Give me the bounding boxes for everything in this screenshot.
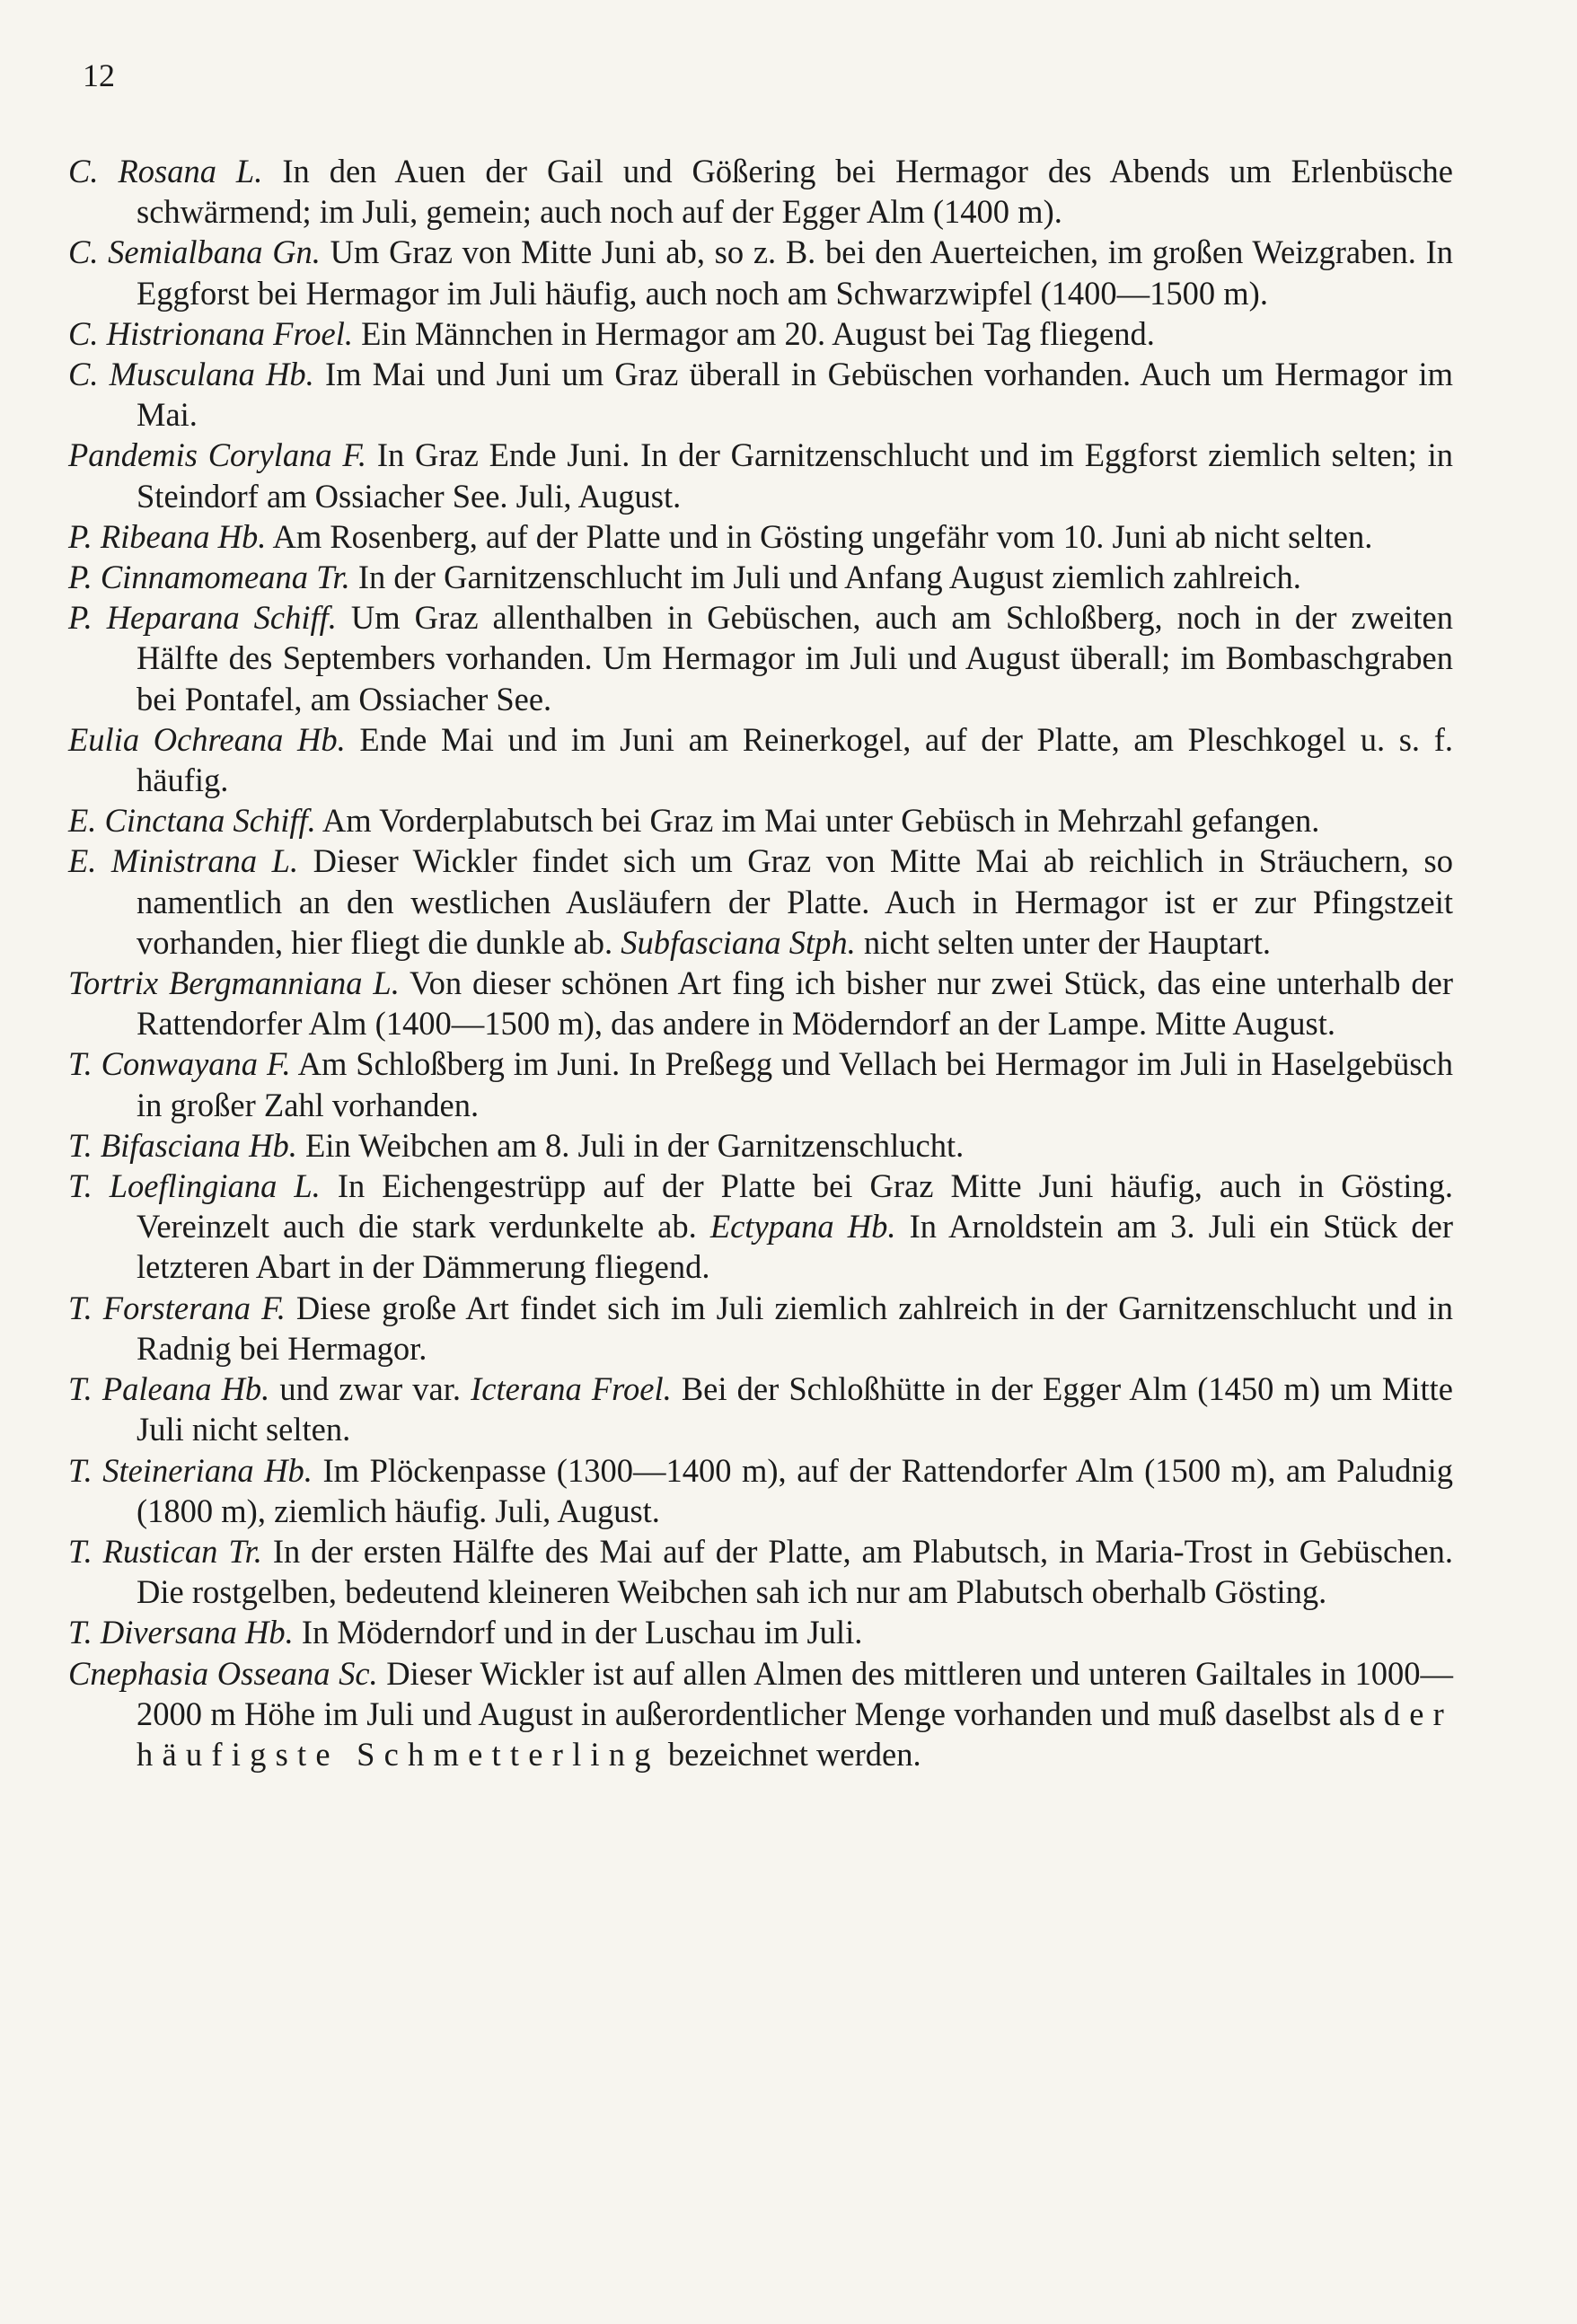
entry-text: Diese große Art findet sich im Juli ziemlich zahlreich in der Garnitzenschlucht und in Radnig bei Hermagor. [137, 1289, 1453, 1367]
entry-text: In Möderndorf und in der Luschau im Juli. [293, 1614, 863, 1651]
entry-text: In den Auen der Gail und Gößering bei Hermagor des Abends um Erlenbüsche schwärmend; im Juli, gemein; auch noch auf der Egger Alm (1400 m). [137, 153, 1453, 231]
emphasized-text: der häufigste Schmetterling [137, 1695, 1453, 1773]
entry-text: In Graz Ende Juni. In der Garnitzenschlucht und im Eggforst ziemlich selten; in Steindorf am Ossiacher See. Juli, August. [137, 436, 1453, 515]
species-name: T. Forsterana F. [68, 1289, 286, 1326]
species-entry [68, 435, 1453, 515]
entry-text: Im Mai und Juni um Graz überall in Gebüschen vorhanden. Auch um Hermagor im Mai. [137, 356, 1453, 434]
species-entry [68, 719, 1453, 800]
species-name: Pandemis Corylana F. [68, 436, 367, 474]
species-entry [68, 1125, 1453, 1166]
species-entry [68, 557, 1453, 597]
page-number: 12 [83, 57, 115, 93]
species-entry [68, 1450, 1453, 1531]
species-name: P. Ribeana Hb. [68, 517, 267, 555]
species-name: C. Semialbana Gn. [68, 233, 321, 271]
entry-text: In Eichengestrüpp auf der Platte bei Graz Mitte Juni häufig, auch in Gösting. Vereinzelt auch die stark verdunkelte ab. [137, 1167, 1453, 1246]
entry-text: In der ersten Hälfte des Mai auf der Platte, am Plabutsch, in Maria-Trost in Gebüschen. Die rostgelben, bedeutend kleineren Weibchen sah ich nur am Plabutsch oberhalb Gösting. [137, 1532, 1453, 1611]
entry-text: In der Garnitzenschlucht im Juli und Anfang August ziemlich zahlreich. [349, 559, 1301, 596]
species-entry [68, 1612, 1453, 1652]
entry-text: Am Rosenberg, auf der Platte und in Gösting ungefähr vom 10. Juni ab nicht selten. [266, 517, 1373, 555]
entry-text: Um Graz allenthalben in Gebüschen, auch am Schloßberg, noch in der zweiten Hälfte des Septembers vorhanden. Um Hermagor im Juli und August überall; im Bombaschgraben bei Pontafel, am Ossiacher See. [137, 599, 1453, 717]
species-entry [68, 1653, 1453, 1775]
species-name: T. Bifasciana Hb. [68, 1126, 297, 1164]
species-entry [68, 354, 1453, 435]
entry-text: Dieser Wickler findet sich um Graz von Mitte Mai ab reichlich in Sträuchern, so namentlich an den westlichen Ausläufern der Platte. Auch in Hermagor ist er zur Pfingstzeit vorhanden, hier fliegt die dunkle ab. [137, 842, 1453, 961]
species-name: Cnephasia Osseana Sc. [68, 1654, 378, 1692]
species-name: T. Loeflingiana L. [68, 1167, 321, 1205]
species-entry [68, 841, 1453, 963]
entry-text: Am Vorderplabutsch bei Graz im Mai unter Gebüsch in Mehrzahl gefangen. [315, 802, 1320, 840]
species-name: T. Diversana Hb. [68, 1614, 294, 1651]
species-entry [68, 151, 1453, 232]
species-entry [68, 800, 1453, 841]
entry-text: Ein Weibchen am 8. Juli in der Garnitzenschlucht. [296, 1126, 965, 1164]
variety-name: Icterana Froel. [471, 1370, 672, 1408]
text-body [68, 151, 1453, 1774]
species-name: T. Steineriana Hb. [68, 1451, 313, 1489]
variety-name: Subfasciana Stph. [621, 923, 856, 961]
species-entry [68, 963, 1453, 1043]
entry-text: nicht selten unter der Hauptart. [855, 923, 1271, 961]
species-entry [68, 313, 1453, 354]
entry-text: bezeichnet werden. [659, 1735, 921, 1773]
entry-text: Dieser Wickler ist auf allen Almen des mittleren und unteren Gailtales in 1000—2000 m Höhe im Juli und August in außerordentlicher Menge vorhanden und muß daselbst als [137, 1654, 1454, 1732]
species-entry [68, 1166, 1453, 1288]
entry-text: Am Schloßberg im Juni. In Preßegg und Vellach bei Hermagor im Juli in Haselgebüsch in großer Zahl vorhanden. [137, 1045, 1453, 1123]
species-name: C. Musculana Hb. [68, 356, 314, 393]
species-name: E. Ministrana L. [68, 842, 299, 880]
species-name: T. Paleana Hb. [68, 1370, 270, 1408]
entry-text: Ende Mai und im Juni am Reinerkogel, auf der Platte, am Pleschkogel u. s. f. häufig. [137, 720, 1453, 799]
entry-text: Bei der Schloßhütte in der Egger Alm (1450 m) um Mitte Juli nicht selten. [137, 1370, 1453, 1448]
species-entry [68, 597, 1453, 719]
entry-text: In Arnoldstein am 3. Juli ein Stück der letzteren Abart in der Dämmerung fliegend. [137, 1208, 1453, 1286]
species-name: T. Rustican Tr. [68, 1532, 262, 1570]
entry-text: Im Plöckenpasse (1300—1400 m), auf der Rattendorfer Alm (1500 m), am Paludnig (1800 m), ziemlich häufig. Juli, August. [137, 1451, 1453, 1529]
variety-name: Ectypana Hb. [709, 1208, 896, 1246]
species-name: Eulia Ochreana Hb. [68, 720, 346, 758]
entry-text: Um Graz von Mitte Juni ab, so z. B. bei den Auerteichen, im großen Weizgraben. In Eggforst bei Hermagor im Juli häufig, auch noch am Schwarzwipfel (1400—1500 m). [137, 233, 1454, 312]
species-name: P. Cinnamomeana Tr. [68, 559, 350, 596]
species-entry [68, 232, 1453, 313]
entry-text: Von dieser schönen Art fing ich bisher nur zwei Stück, das eine unterhalb der Rattendorfer Alm (1400—1500 m), das andere in Möderndorf an der Lampe. Mitte August. [137, 964, 1453, 1043]
species-entry [68, 1531, 1453, 1612]
species-entry [68, 1288, 1453, 1369]
species-name: C. Rosana L. [68, 153, 263, 189]
entry-text: Ein Männchen in Hermagor am 20. August bei Tag fliegend. [353, 314, 1155, 352]
species-name: E. Cinctana Schiff. [68, 802, 316, 840]
species-name: P. Heparana Schiff. [68, 599, 337, 637]
species-entry [68, 516, 1453, 557]
entry-text: und zwar var. [269, 1370, 471, 1408]
species-name: Tortrix Bergmanniana L. [68, 964, 400, 1002]
species-entry [68, 1369, 1453, 1449]
species-name: T. Conwayana F. [68, 1045, 291, 1083]
species-entry [68, 1043, 1453, 1124]
species-name: C. Histrionana Froel. [68, 314, 354, 352]
